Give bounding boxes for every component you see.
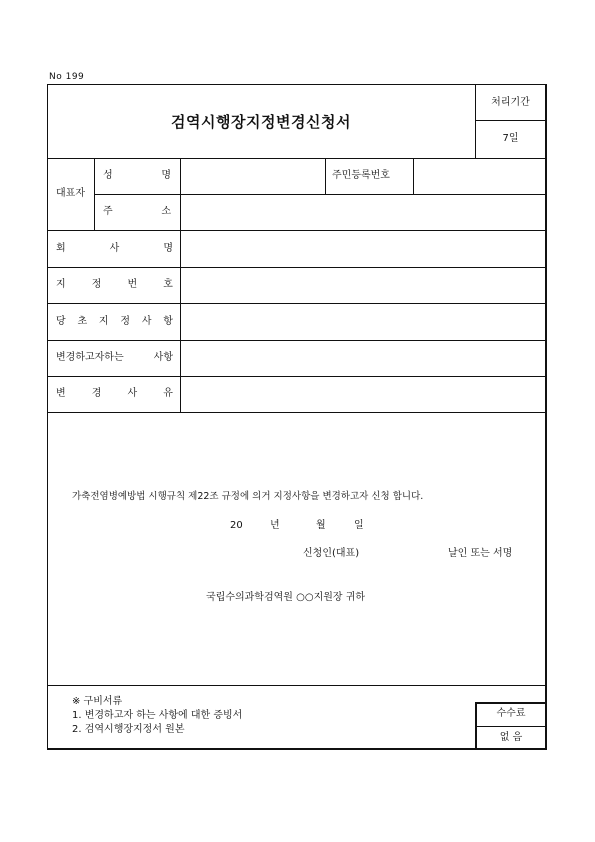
designation-number-label: 지 정 번 호 (56, 279, 173, 290)
divider (94, 158, 95, 230)
divider (325, 158, 326, 194)
change-reason-label: 변 경 사 유 (56, 388, 173, 399)
addressee: 국립수의과학검역원 ○○지원장 귀하 (206, 592, 366, 603)
original-designation-label: 당 초 지 정 사 항 (56, 316, 173, 327)
applicant-label: 신청인(대표) (303, 548, 360, 559)
divider (180, 158, 181, 412)
address-label: 주 소 (103, 206, 171, 217)
divider (47, 340, 546, 341)
processing-period-value: 7일 (502, 133, 519, 144)
resident-number-label: 주민등록번호 (332, 170, 390, 181)
divider (475, 702, 546, 704)
divider (47, 230, 546, 231)
divider (47, 158, 546, 159)
divider (475, 84, 476, 158)
name-label: 성 명 (103, 170, 171, 181)
divider (47, 376, 546, 377)
seal-label: 날인 또는 서명 (448, 548, 513, 559)
representative-label: 대표자 (56, 188, 85, 199)
processing-period-label: 처리기간 (491, 97, 530, 108)
document-item: 2. 검역시행장지정서 원본 (72, 724, 185, 735)
change-items-label: 변경하고자하는 사항 (56, 352, 173, 363)
divider (475, 120, 546, 121)
application-statement: 가축전염병예방법 시행규칙 제22조 규정에 의거 지정사항을 변경하고자 신청 합니다. (72, 491, 424, 502)
divider (413, 158, 414, 194)
fee-label: 수수료 (496, 708, 526, 719)
documents-heading: ※ 구비서류 (72, 696, 123, 707)
form-frame (47, 84, 547, 750)
form-number: No 199 (49, 72, 85, 82)
page-title: 검역시행장지정변경신청서 (171, 113, 351, 131)
document-item: 1. 변경하고자 하는 사항에 대한 증빙서 (72, 710, 243, 721)
divider (47, 412, 546, 413)
fee-value: 없 음 (499, 732, 523, 743)
divider (47, 267, 546, 268)
divider (47, 685, 546, 686)
divider (47, 303, 546, 304)
divider (475, 726, 546, 727)
divider (94, 194, 546, 195)
company-name-label: 회 사 명 (56, 243, 173, 254)
